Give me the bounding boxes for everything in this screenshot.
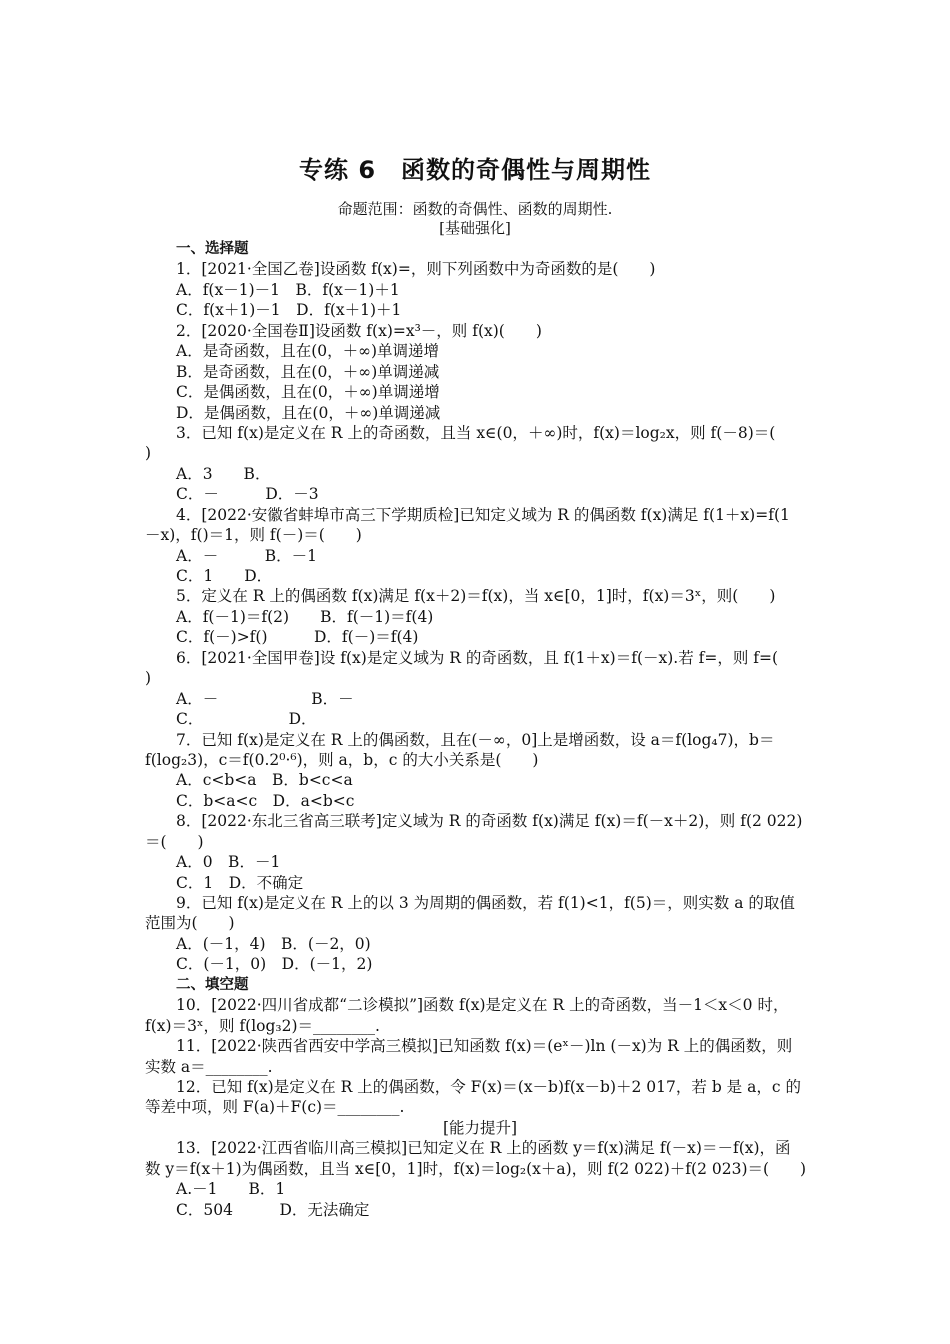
question-3: 3．已知 f(x)是定义在 R 上的奇函数，且当 x∈(0，＋∞)时，f(x)＝log₂x，则 f(－8)＝( xyxy=(176,423,776,442)
q1-options-ab: A．f(x－1)－1 B．f(x－1)＋1 xyxy=(176,280,400,299)
q13-options-ab: A.－1 B．1 xyxy=(176,1180,286,1199)
q5-options-ab: A．f(－1)＝f(2) B．f(－1)＝f(4) xyxy=(176,607,434,626)
question-2: 2．[2020·全国卷Ⅱ]设函数 f(x)=x³－，则 f(x)( ) xyxy=(176,321,542,340)
page-title: 专练 6 函数的奇偶性与周期性 xyxy=(298,156,652,184)
q2-option-a: A．是奇函数，且在(0，＋∞)单调递增 xyxy=(176,342,440,361)
q6-options-cd: C． D． xyxy=(176,710,317,729)
q4-options-cd: C．1 D． xyxy=(176,567,273,585)
q2-option-b: B．是奇函数，且在(0，＋∞)单调递减 xyxy=(176,362,440,381)
question-3-cont: ) xyxy=(145,444,152,463)
section-advanced: [能力提升] xyxy=(442,1118,518,1137)
q7-options-ab: A．c<b<a B．b<c<a xyxy=(176,771,353,790)
q6-options-ab: A．－ B．－ xyxy=(176,689,354,708)
question-1: 1．[2021·全国乙卷]设函数 f(x)=，则下列函数中为奇函数的是( ) xyxy=(176,260,656,279)
question-7-cont: f(log₂3)，c＝f(0.2⁰·⁶)，则 a，b，c 的大小关系是( ) xyxy=(145,750,539,769)
question-7: 7．已知 f(x)是定义在 R 上的偶函数，且在(－∞，0]上是增函数，设 a＝f(log₄7)，b＝ xyxy=(176,730,775,749)
q3-options-cd: C．－ D．－3 xyxy=(176,485,319,504)
question-13: 13．[2022·江西省临川高三模拟]已知定义在 R 上的函数 y＝f(x)满足 f(－x)＝－f(x)，函 xyxy=(176,1139,791,1158)
question-12: 12．已知 f(x)是定义在 R 上的偶函数，令 F(x)＝(x－b)f(x－b)＋2 017，若 b 是 a，c 的 xyxy=(176,1077,801,1096)
question-11-cont: 实数 a＝________. xyxy=(145,1057,273,1076)
q9-options-cd: C．(－1，0) D．(－1，2) xyxy=(176,955,373,974)
question-9: 9．已知 f(x)是定义在 R 上的以 3 为周期的偶函数，若 f(1)<1，f(5)＝，则实数 a 的取值 xyxy=(176,894,795,912)
question-12-cont: 等差中项，则 F(a)＋F(c)＝________. xyxy=(145,1098,405,1117)
question-4: 4．[2022·安徽省蚌埠市高三下学期质检]已知定义域为 R 的偶函数 f(x)满足 f(1＋x)=f(1 xyxy=(176,505,790,524)
q3-options-ab: A．3 B． xyxy=(176,464,271,483)
question-6-cont: ) xyxy=(145,669,152,688)
q8-options-ab: A．0 B．－1 xyxy=(176,853,281,872)
q8-options-cd: C．1 D．不确定 xyxy=(176,873,304,892)
document-body xyxy=(145,239,815,1220)
question-10: 10．[2022·四川省成都“二诊模拟”]函数 f(x)是定义在 R 上的奇函数，当－1＜x＜0 时， xyxy=(176,996,789,1015)
question-6: 6．[2021·全国甲卷]设 f(x)是定义域为 R 的奇函数，且 f(1＋x)＝f(－x).若 f=，则 f=( xyxy=(176,648,779,667)
question-8-cont: ＝( ) xyxy=(145,832,204,851)
q7-options-cd: C．b<a<c D．a<b<c xyxy=(176,791,355,810)
question-9-cont: 范围为( ) xyxy=(145,914,235,933)
q5-options-cd: C．f(－)>f() D．f(－)＝f(4) xyxy=(176,628,419,647)
q13-options-cd: C．504 D．无法确定 xyxy=(176,1200,370,1219)
q2-option-c: C．是偶函数，且在(0，＋∞)单调递增 xyxy=(176,383,440,402)
question-8: 8．[2022·东北三省高三联考]定义域为 R 的奇函数 f(x)满足 f(x)＝f(－x＋2)，则 f(2 022) xyxy=(176,812,803,831)
section-basic: [基础强化] xyxy=(439,219,511,237)
question-11: 11．[2022·陕西省西安中学高三模拟]已知函数 f(x)＝(eˣ－)ln (－x)为 R 上的偶函数，则 xyxy=(176,1037,793,1056)
q1-options-cd: C．f(x＋1)－1 D．f(x＋1)＋1 xyxy=(176,301,402,320)
question-4-cont: －x)，f()＝1，则 f(－)＝( ) xyxy=(145,526,362,545)
heading-fill: 二、填空题 xyxy=(176,976,249,993)
q9-options-ab: A．(－1，4) B．(－2，0) xyxy=(176,934,371,953)
q4-options-ab: A．－ B．－1 xyxy=(176,546,317,565)
scope-line: 命题范围：函数的奇偶性、函数的周期性. xyxy=(337,200,613,218)
heading-choice: 一、选择题 xyxy=(176,241,249,257)
question-10-cont: f(x)＝3ˣ，则 f(log₃2)＝________. xyxy=(145,1016,380,1035)
question-13-cont: 数 y＝f(x＋1)为偶函数，且当 x∈[0，1]时，f(x)＝log₂(x＋a)，则 f(2 022)＋f(2 023)＝( ) xyxy=(145,1159,807,1178)
question-5: 5．定义在 R 上的偶函数 f(x)满足 f(x＋2)＝f(x)，当 x∈[0，1]时，f(x)＝3ˣ，则( ) xyxy=(176,587,776,606)
q2-option-d: D．是偶函数，且在(0，＋∞)单调递减 xyxy=(176,403,441,422)
